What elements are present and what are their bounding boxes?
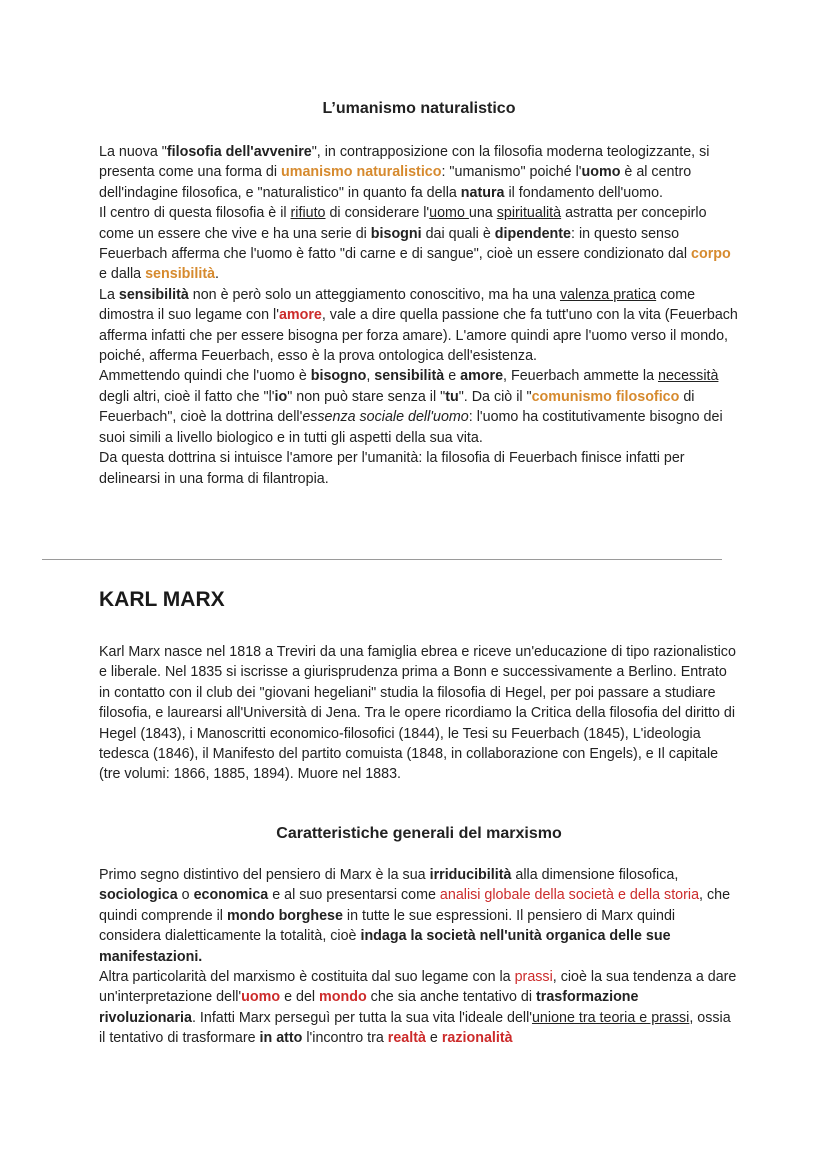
section-umanismo [99, 100, 739, 489]
section-caratteristiche [99, 825, 739, 1049]
paragraph: Primo segno distintivo del pensiero di Marx è la sua irriducibilità alla dimensione filosofica, sociologica o economica e al suo presentarsi come analisi globale della società e della storia, che quindi comprende il mondo borghese in tutte le sue espressioni. Il pensiero di Marx quindi considera dialetticamente la totalità, cioè indaga la società nell'unità organica delle sue manifestazioni. Altra particolarità del marxismo è costituita dal suo legame con la prassi, cioè la sua tendenza a dare un'interpretazione dell'uomo e del mondo che sia anche tentativo di trasformazione rivoluzionaria. Infatti Marx perseguì per tutta la sua vita l'ideale dell'unione tra teoria e prassi, ossia il tentativo di trasformare in atto l'incontro tra realtà e razionalità [99, 867, 737, 1047]
page-title: KARL MARX [99, 588, 225, 611]
section-heading: L’umanismo naturalistico [322, 100, 516, 117]
biography-paragraph: Karl Marx nasce nel 1818 a Treviri da una famiglia ebrea e riceve un'educazione di tipo razionalistico e liberale. Nel 1835 si iscrisse a giurisprudenza prima a Bonn e successivamente a Berlino. Entrato in contatto con il club dei "giovani hegeliani" studia la filosofia di Hegel, per poi passare a studiare filosofia, e laurearsi all'Università di Jena. Tra le opere ricordiamo la Critica della filosofia del diritto di Hegel (1843), i Manoscritti economico-filosofici (1844), le Tesi su Feuerbach (1845), L'ideologia tedesca (1846), il Manifesto del partito comuista (1848, in collaborazione con Engels), e Il capitale (tre volumi: 1866, 1885, 1894). Muore nel 1883. [99, 644, 736, 783]
horizontal-divider [42, 559, 722, 560]
section-biography [99, 642, 739, 785]
section-heading: Caratteristiche generali del marxismo [276, 825, 562, 842]
paragraph: La nuova "filosofia dell'avvenire", in contrapposizione con la filosofia moderna teologizzante, si presenta come una forma di umanismo naturalistico: "umanismo" poiché l'uomo è al centro dell'indagine filosofica, e "naturalistico" in quanto fa della natura il fondamento dell'uomo. Il centro di questa filosofia è il rifiuto di considerare l'uomo una spiritualità astratta per concepirlo come un essere che vive e ha una serie di bisogni dai quali è dipendente: in questo senso Feuerbach afferma che l'uomo è fatto "di carne e di sangue", cioè un essere condizionato dal corpo e dalla sensibilità. La sensibilità non è però solo un atteggiamento conoscitivo, ma ha una valenza pratica come dimostra il suo legame con l'amore, vale a dire quella passione che fa tutt'uno con la vita (Feuerbach afferma infatti che per essere bisogna per forza amare). L'amore quindi apre l'uomo verso il mondo, poiché, afferma Feuerbach, esso è la prova ontologica dell'esistenza. Ammettendo quindi che l'uomo è bisogno, sensibilità e amore, Feuerbach ammette la necessità degli altri, cioè il fatto che "l'io" non può stare senza il "tu". Da ciò il "comunismo filosofico di Feuerbach", cioè la dottrina dell'essenza sociale dell'uomo: l'uomo ha costitutivamente bisogno dei suoi simili a livello biologico e in tutti gli aspetti della sua vita. Da questa dottrina si intuisce l'amore per l'umanità: la filosofia di Feuerbach finisce infatti per delinearsi in una forma di filantropia. [99, 144, 738, 487]
